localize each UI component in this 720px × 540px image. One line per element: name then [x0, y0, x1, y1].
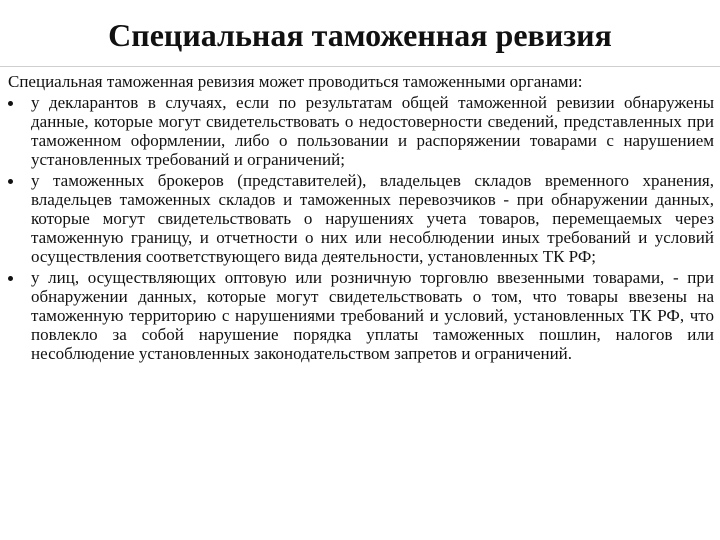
bullet-icon [8, 179, 13, 184]
intro-text: Специальная таможенная ревизия может проводиться таможенными органами: [8, 72, 583, 91]
bullet-icon [8, 276, 13, 281]
list-item-text: у лиц, осуществляющих оптовую или розничную торговлю ввезенными товарами, - при обнаружении данных, которые могут свидетельствовать о том, что товары ввезены на таможенную территорию с нарушениями требований и условий, установленных ТК РФ, что повлекло за собой нарушение порядка уплаты таможенных пошлин, налогов или несоблюдение установленных законодательством запретов и ограничений. [31, 268, 714, 363]
list-item [8, 171, 714, 266]
list-item [8, 93, 714, 169]
list-item-text: у таможенных брокеров (представителей), владельцев складов временного хранения, владельцев таможенных складов и таможенных перевозчиков - при обнаружении данных, которые могут свидетельствовать о нарушениях учета товаров, перемещаемых через таможенную границу, и отчетности о них или несоблюдении иных требований и условий осуществления соответствующего вида деятельности, установленных ТК РФ; [31, 171, 714, 266]
bullet-icon [8, 101, 13, 106]
list-item-text: у декларантов в случаях, если по результатам общей таможенной ревизии обнаружены данные, которые могут свидетельствовать о недостоверности сведений, представленных при таможенном оформлении, либо о пользовании и распоряжении товарами с нарушением установленных требований и ограничений; [31, 93, 714, 169]
title-divider [0, 66, 720, 67]
slide-title: Специальная таможенная ревизия [108, 17, 612, 53]
bullet-list [8, 93, 714, 363]
list-item [8, 268, 714, 363]
slide-body [8, 72, 714, 363]
